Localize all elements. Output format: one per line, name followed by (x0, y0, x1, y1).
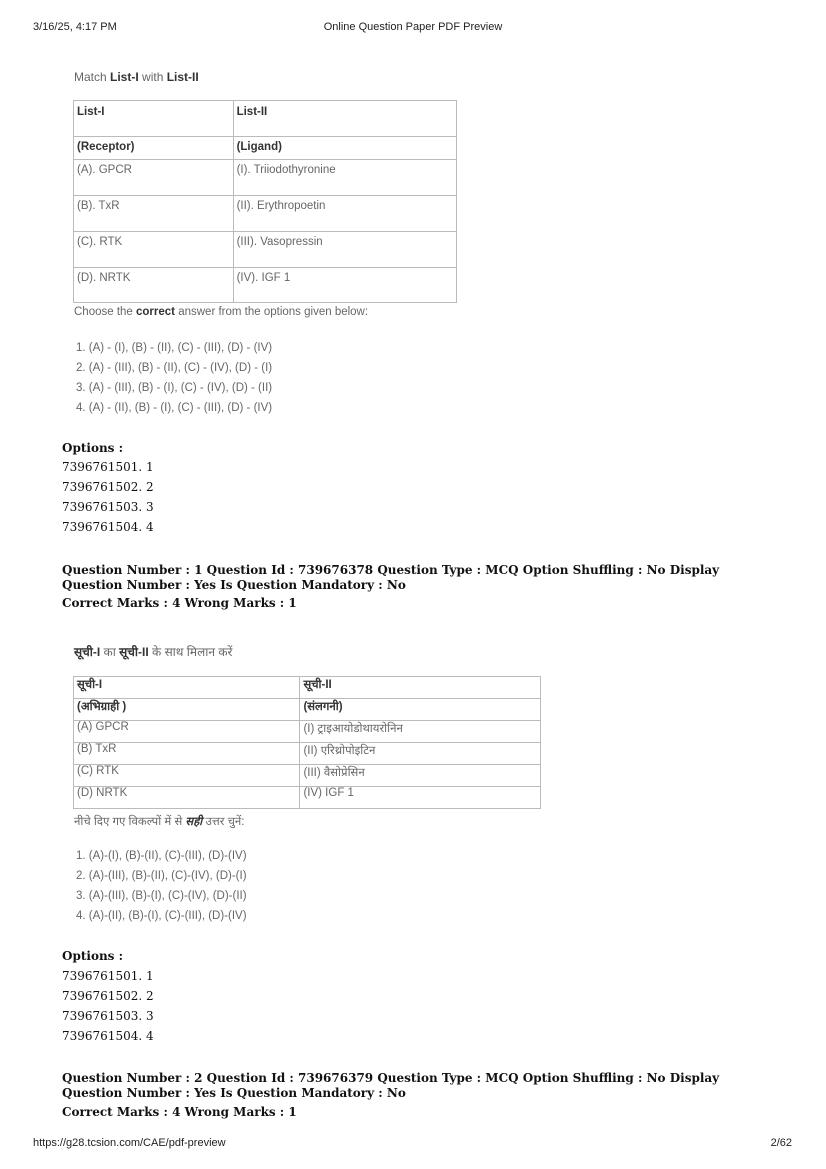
table-cell: (IV) IGF 1 (300, 787, 541, 809)
question-marks: Correct Marks : 4 Wrong Marks : 1 (62, 1105, 297, 1119)
table-subheader-receptor: (Receptor) (74, 137, 234, 160)
table-cell: (II). Erythropoetin (233, 196, 456, 232)
table-cell: (III) वैसोप्रेसिन (300, 765, 541, 787)
answer-choice: 1. (A) - (I), (B) - (II), (C) - (III), (D) - (IV) (76, 342, 273, 354)
option-row: 7396761504. 4 (62, 520, 154, 534)
table-cell: (D) NRTK (74, 787, 300, 809)
table-header-list2: List-II (233, 101, 456, 137)
option-row: 7396761501. 1 (62, 460, 154, 474)
question-intro-hindi: सूची-I का सूची-II के साथ मिलान करें (74, 645, 233, 659)
answer-choice: 2. (A) - (III), (B) - (II), (C) - (IV), (D) - (I) (76, 362, 273, 374)
table-cell: (I) ट्राइआयोडोथायरोनिन (300, 721, 541, 743)
answer-choice: 4. (A) - (II), (B) - (I), (C) - (III), (D) - (IV) (76, 402, 273, 414)
table-subheader-ligand: (संलगनी) (300, 699, 541, 721)
question-intro-english: Match List-I with List-II (74, 70, 199, 84)
answer-choice: 2. (A)-(III), (B)-(II), (C)-(IV), (D)-(I) (76, 870, 247, 882)
option-row: 7396761501. 1 (62, 969, 154, 983)
print-title: Online Question Paper PDF Preview (323, 21, 503, 33)
table-cell: (C) RTK (74, 765, 300, 787)
question-marks: Correct Marks : 4 Wrong Marks : 1 (62, 596, 297, 610)
table-cell: (III). Vasopressin (233, 232, 456, 268)
option-row: 7396761502. 2 (62, 989, 154, 1003)
table-cell: (D). NRTK (74, 268, 234, 303)
option-row: 7396761503. 3 (62, 500, 154, 514)
answer-choice: 1. (A)-(I), (B)-(II), (C)-(III), (D)-(IV) (76, 850, 247, 862)
match-table-hindi (73, 676, 541, 809)
choose-instruction-english: Choose the correct answer from the options given below: (74, 306, 369, 318)
table-cell: (A). GPCR (74, 160, 234, 196)
print-url: https://g28.tcsion.com/CAE/pdf-preview (33, 1137, 226, 1149)
options-title: Options : (62, 949, 124, 963)
table-cell: (B) TxR (74, 743, 300, 765)
answer-choice: 3. (A) - (III), (B) - (I), (C) - (IV), (D) - (II) (76, 382, 273, 394)
question-meta: Question Number : 2 Question Id : 739676379 Question Type : MCQ Option Shuffling : No Display Question Number : Yes Is Question Mandatory : No (62, 1071, 720, 1100)
answer-choices-hindi (76, 846, 247, 926)
table-subheader-receptor: (अभिग्राही ) (74, 699, 300, 721)
table-cell: (IV). IGF 1 (233, 268, 456, 303)
table-cell: (I). Triiodothyronine (233, 160, 456, 196)
choose-instruction-hindi: नीचे दिए गए विकल्पों में से सही उत्तर चुनें: (74, 816, 245, 828)
table-header-list1: सूची-I (74, 677, 300, 699)
table-header-list2: सूची-II (300, 677, 541, 699)
question-meta: Question Number : 1 Question Id : 739676378 Question Type : MCQ Option Shuffling : No Display Question Number : Yes Is Question Mandatory : No (62, 563, 720, 592)
table-header-list1: List-I (74, 101, 234, 137)
option-row: 7396761503. 3 (62, 1009, 154, 1023)
table-cell: (II) एरिथ्रोपोइटिन (300, 743, 541, 765)
answer-choice: 3. (A)-(III), (B)-(I), (C)-(IV), (D)-(II) (76, 890, 247, 902)
table-cell: (B). TxR (74, 196, 234, 232)
table-cell: (C). RTK (74, 232, 234, 268)
match-table-english (73, 100, 457, 303)
page-number: 2/62 (770, 1137, 792, 1149)
print-datetime: 3/16/25, 4:17 PM (33, 21, 117, 33)
table-subheader-ligand: (Ligand) (233, 137, 456, 160)
answer-choice: 4. (A)-(II), (B)-(I), (C)-(III), (D)-(IV) (76, 910, 247, 922)
table-cell: (A) GPCR (74, 721, 300, 743)
options-title: Options : (62, 441, 124, 455)
option-row: 7396761504. 4 (62, 1029, 154, 1043)
option-row: 7396761502. 2 (62, 480, 154, 494)
answer-choices-english (76, 338, 272, 418)
